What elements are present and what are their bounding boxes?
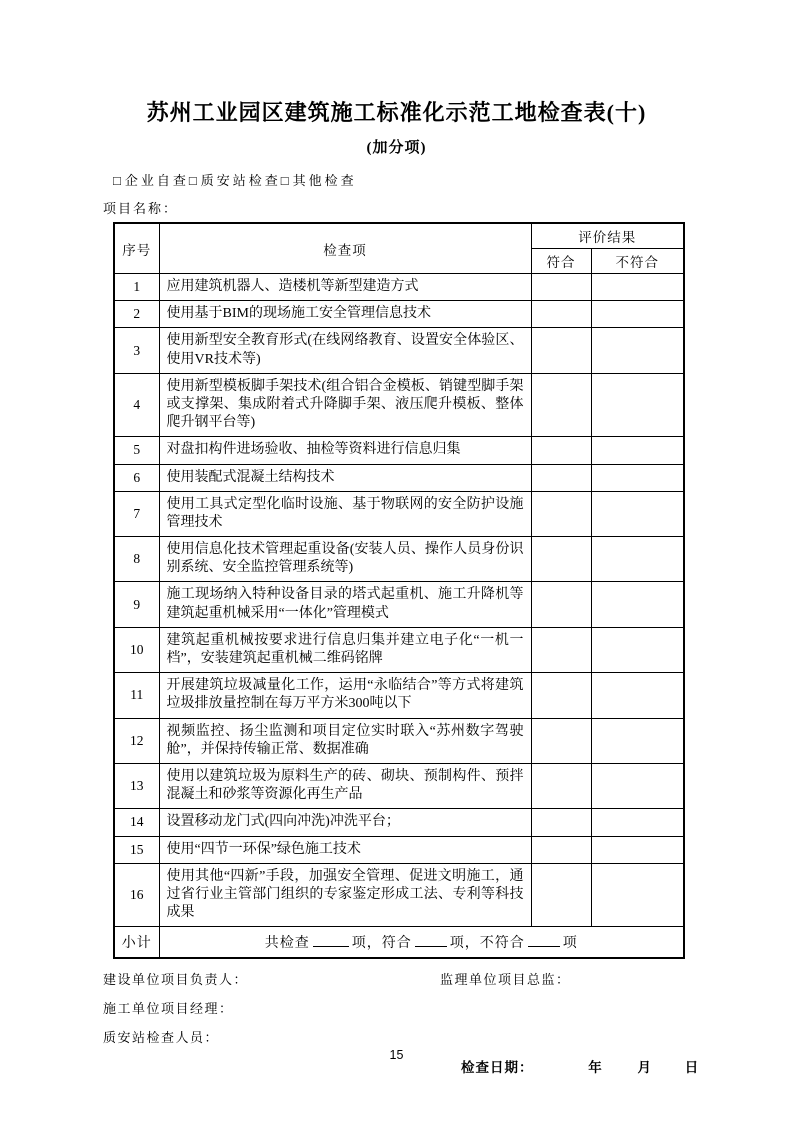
- check-item-text: 对盘扣构件进场验收、抽检等资料进行信息归集: [159, 437, 531, 464]
- blank-line: [415, 932, 447, 947]
- check-item-text: 使用基于BIM的现场施工安全管理信息技术: [159, 301, 531, 328]
- header-result-group: 评价结果: [531, 223, 684, 249]
- day-label: 日: [684, 1060, 700, 1076]
- subtotal-segment: 项，符合: [351, 936, 412, 952]
- fail-result-cell: [591, 582, 684, 627]
- check-item-text: 使用“四节一环保”绿色施工技术: [159, 836, 531, 863]
- row-number: 7: [114, 491, 159, 536]
- fail-result-cell: [591, 373, 684, 437]
- table-row: [114, 836, 684, 863]
- table-row: [114, 718, 684, 763]
- page-subtitle: (加分项): [366, 140, 427, 156]
- blank-line: [313, 932, 349, 947]
- page-number: 15: [389, 1048, 404, 1062]
- check-item-text: 使用新型安全教育形式(在线网络教育、设置安全体验区、使用VR技术等): [159, 328, 531, 373]
- pass-result-cell: [531, 763, 591, 808]
- subtotal-segment: 项: [562, 936, 578, 952]
- check-item-text: 使用工具式定型化临时设施、基于物联网的安全防护设施管理技术: [159, 491, 531, 536]
- page-title: 苏州工业园区建筑施工标准化示范工地检查表(十): [146, 100, 647, 125]
- check-item-text: 视频监控、扬尘监测和项目定位实时联入“苏州数字驾驶舱”，并保持传输正常、数据准确: [159, 718, 531, 763]
- inspection-date-label: 检查日期：: [461, 1060, 534, 1076]
- check-item-text: 使用新型模板脚手架技术(组合铝合金模板、销键型脚手架或支撑架、集成附着式升降脚手架、液压爬升模板、整体爬升钢平台等): [159, 373, 531, 437]
- row-number: 5: [114, 437, 159, 464]
- row-number: 11: [114, 673, 159, 718]
- subtotal-segment: 共检查: [264, 936, 310, 952]
- blank-line: [528, 932, 560, 947]
- row-number: 2: [114, 301, 159, 328]
- pass-result-cell: [531, 673, 591, 718]
- check-type-label: 质安站检查: [200, 173, 281, 188]
- signature-row: [103, 969, 793, 988]
- fail-result-cell: [591, 836, 684, 863]
- row-number: 6: [114, 464, 159, 491]
- pass-result-cell: [531, 491, 591, 536]
- checkbox-icon: □: [113, 173, 124, 188]
- inspector-signature-label: 质安站检查人员：: [103, 1030, 220, 1046]
- subtotal-label: 小计: [114, 927, 159, 959]
- row-number: 16: [114, 863, 159, 927]
- year-label: 年: [588, 1060, 603, 1076]
- month-label: 月: [637, 1060, 653, 1076]
- table-row: [114, 863, 684, 927]
- fail-result-cell: [591, 718, 684, 763]
- row-number: 12: [114, 718, 159, 763]
- fail-result-cell: [591, 809, 684, 836]
- pass-result-cell: [531, 373, 591, 437]
- check-item-text: 建筑起重机械按要求进行信息归集并建立电子化“一机一档”，安装建筑起重机械二维码铭牌: [159, 627, 531, 672]
- row-number: 1: [114, 274, 159, 301]
- table-row: [114, 373, 684, 437]
- contractor-signature-label: 施工单位项目经理：: [103, 1001, 234, 1017]
- pass-result-cell: [531, 274, 591, 301]
- checkbox-icon: □: [188, 173, 200, 188]
- fail-result-cell: [591, 437, 684, 464]
- header-fail: 不符合: [591, 249, 684, 274]
- check-item-text: 使用其他“四新”手段，加强安全管理、促进文明施工，通过省行业主管部门组织的专家鉴定形成工法、专利等科技成果: [159, 863, 531, 927]
- check-type-line: [113, 170, 793, 189]
- table-row: [114, 763, 684, 808]
- fail-result-cell: [591, 763, 684, 808]
- subtotal-row: [114, 927, 684, 959]
- table-header-row: [114, 223, 684, 249]
- project-name-label: 项目名称：: [103, 201, 179, 216]
- fail-result-cell: [591, 627, 684, 672]
- check-type-option-enterprise: [113, 173, 189, 188]
- table-row: [114, 537, 684, 582]
- header-index: 序号: [114, 223, 159, 274]
- header-check-item: 检查项: [159, 223, 531, 274]
- fail-result-cell: [591, 301, 684, 328]
- fail-result-cell: [591, 464, 684, 491]
- pass-result-cell: [531, 582, 591, 627]
- table-row: [114, 328, 684, 373]
- check-item-text: 开展建筑垃圾减量化工作，运用“永临结合”等方式将建筑垃圾排放量控制在每万平方米300吨以下: [159, 673, 531, 718]
- builder-signature-label: 建设单位项目负责人：: [103, 972, 249, 988]
- check-item-text: 施工现场纳入特种设备目录的塔式起重机、施工升降机等建筑起重机械采用“一体化”管理模式: [159, 582, 531, 627]
- pass-result-cell: [531, 809, 591, 836]
- fail-result-cell: [591, 328, 684, 373]
- pass-result-cell: [531, 301, 591, 328]
- check-item-text: 应用建筑机器人、造楼机等新型建造方式: [159, 274, 531, 301]
- row-number: 3: [114, 328, 159, 373]
- fail-result-cell: [591, 863, 684, 927]
- check-type-label: 其他检查: [292, 173, 357, 188]
- check-type-label: 企业自查: [124, 173, 189, 188]
- pass-result-cell: [531, 863, 591, 927]
- table-row: [114, 437, 684, 464]
- row-number: 8: [114, 537, 159, 582]
- pass-result-cell: [531, 718, 591, 763]
- row-number: 4: [114, 373, 159, 437]
- checkbox-icon: □: [280, 173, 292, 188]
- table-row: [114, 491, 684, 536]
- table-row: [114, 464, 684, 491]
- row-number: 10: [114, 627, 159, 672]
- pass-result-cell: [531, 627, 591, 672]
- table-row: [114, 582, 684, 627]
- check-item-text: 设置移动龙门式(四向冲洗)冲洗平台；: [159, 809, 531, 836]
- fail-result-cell: [591, 673, 684, 718]
- check-item-text: 使用信息化技术管理起重设备(安装人员、操作人员身份识别系统、安全监控管理系统等): [159, 537, 531, 582]
- table-row: [114, 301, 684, 328]
- row-number: 14: [114, 809, 159, 836]
- check-type-option-other: [281, 173, 357, 188]
- table-row: [114, 274, 684, 301]
- pass-result-cell: [531, 437, 591, 464]
- check-type-option-station: [189, 173, 281, 188]
- supervisor-signature-label: 监理单位项目总监：: [440, 972, 571, 988]
- subtotal-segment: 项，不符合: [449, 936, 525, 952]
- row-number: 9: [114, 582, 159, 627]
- check-item-text: 使用装配式混凝土结构技术: [159, 464, 531, 491]
- pass-result-cell: [531, 836, 591, 863]
- row-number: 13: [114, 763, 159, 808]
- subtotal-summary: [159, 927, 684, 959]
- pass-result-cell: [531, 464, 591, 491]
- inspection-table: [113, 222, 685, 959]
- fail-result-cell: [591, 491, 684, 536]
- fail-result-cell: [591, 537, 684, 582]
- fail-result-cell: [591, 274, 684, 301]
- pass-result-cell: [531, 537, 591, 582]
- check-item-text: 使用以建筑垃圾为原料生产的砖、砌块、预制构件、预拌混凝土和砂浆等资源化再生产品: [159, 763, 531, 808]
- pass-result-cell: [531, 328, 591, 373]
- table-row: [114, 809, 684, 836]
- table-row: [114, 627, 684, 672]
- row-number: 15: [114, 836, 159, 863]
- header-pass: 符合: [531, 249, 591, 274]
- table-row: [114, 673, 684, 718]
